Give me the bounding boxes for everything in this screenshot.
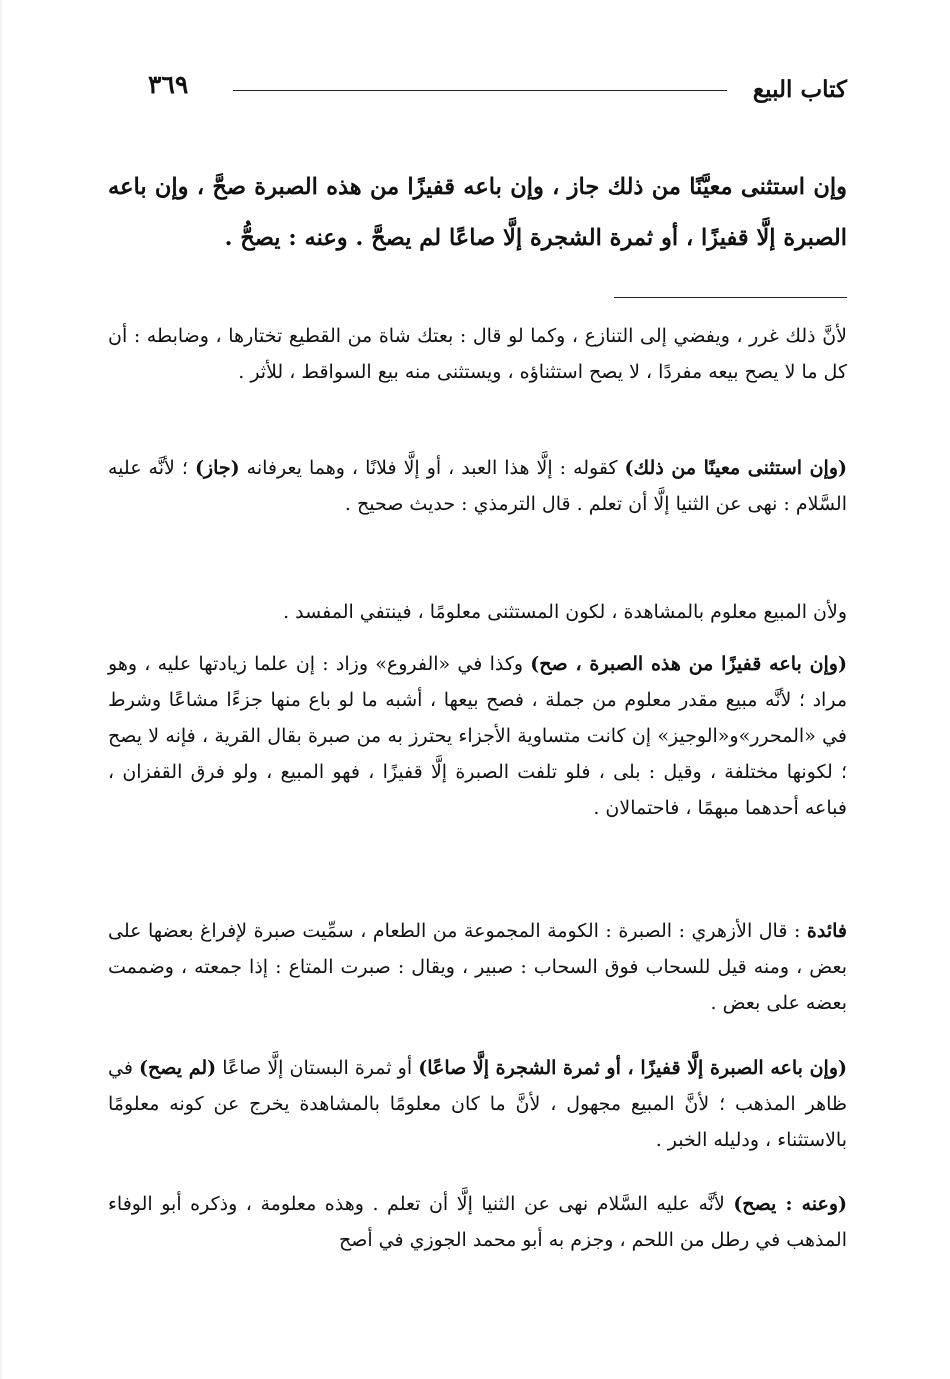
paragraph-text: لأنَّ ذلك غرر ، ويفضي إلى التنازع ، وكما لو قال : بعتك شاة من القطيع تختارها ، وضابطه : أن كل ما لا يصح بيعه مفردًا ، لا يصح استثناؤه ، ويستثنى منه بيع السواقط ، للأثر .: [108, 325, 847, 383]
paragraph-text: في ظاهر المذهب ؛ لأنَّ المبيع مجهول ، لأنَّ ما كان معلومًا بالمشاهدة يخرج عن كونه معلومًا بالاستثناء ، ودليله الخبر .: [108, 1057, 847, 1151]
scan-edge: [0, 0, 2, 1379]
paragraph-text: ؛ لأنَّه عليه السَّلام : نهى عن الثنيا إلَّا أن تعلم . قال الترمذي : حديث صحيح .: [108, 457, 847, 515]
page-number: ٣٦٩: [148, 70, 189, 99]
commentary-paragraph: [108, 913, 847, 1021]
matn-separator-rule: [614, 297, 847, 298]
benefit-label: فائدة: [806, 920, 847, 942]
paragraph-text: وكذا في «الفروع» وزاد : إن علما زيادتها عليه ، وهو مراد ؛ لأنَّه مبيع مقدر معلوم من جملة ، فصح بيعها ، أشبه ما لو باع منها جزءًا مشاعًا وشرط في «المحرر»و«الوجيز» إن كانت متساوية الأجزاء يحترز به من صبرة بقال القرية ، فإنه لا يصح ؛ لكونها مختلفة ، وقيل : بلى ، فلو تلفت الصبرة إلَّا قفيزًا ، فهو المبيع ، ولو فرق القفزان ، فباعه أحدهما مبهمًا ، فاحتمالان .: [108, 653, 847, 819]
commentary-paragraph: [108, 450, 847, 522]
quoted-matn: (جاز): [194, 457, 240, 479]
paragraph-text: أو ثمرة البستان إلَّا صاعًا: [216, 1057, 419, 1079]
book-title: كتاب البيع: [752, 76, 847, 103]
commentary-paragraph: [108, 1186, 847, 1258]
quoted-matn: (وإن باعه الصبرة إلَّا قفيزًا ، أو ثمرة الشجرة إلَّا صاعًا): [418, 1057, 847, 1079]
quoted-matn: (لم يصح): [139, 1057, 217, 1079]
quoted-matn: (وإن استثنى معينًا من ذلك): [624, 457, 847, 479]
commentary-paragraph: [108, 646, 847, 826]
commentary-paragraph: [108, 1050, 847, 1158]
paragraph-text: لأنَّه عليه السَّلام نهى عن الثنيا إلَّا أن تعلم . وهذه معلومة ، وذكره أبو الوفاء المذهب في رطل من اللحم ، وجزم به أبو محمد الجوزي في أصح: [108, 1193, 847, 1251]
paragraph-text: ولأن المبيع معلوم بالمشاهدة ، لكون المستثنى معلومًا ، فينتفي المفسد .: [283, 601, 847, 623]
quoted-matn: (وعنه : يصح): [733, 1193, 847, 1215]
quoted-matn: (وإن باعه قفيزًا من هذه الصبرة ، صح): [530, 653, 847, 675]
commentary-paragraph: [108, 594, 847, 630]
paragraph-text: كقوله : إلَّا هذا العبد ، أو إلَّا فلانًا ، وهما يعرفانه: [239, 457, 625, 479]
page-header: [108, 70, 847, 120]
matn-text: وإن استثنى معيَّنًا من ذلك جاز ، وإن باعه قفيزًا من هذه الصبرة صحَّ ، وإن باعه الصبرة إلَّا قفيزًا ، أو ثمرة الشجرة إلَّا صاعًا لم يصحَّ . وعنه : يصحُّ .: [108, 174, 847, 251]
commentary-paragraph: [108, 318, 847, 390]
header-rule: [233, 90, 727, 91]
paragraph-text: : قال الأزهري : الصبرة : الكومة المجموعة من الطعام ، سمِّيت صبرة لإفراغ بعضها على بعض ، ومنه قيل للسحاب فوق السحاب : صبير ، ويقال : صبرت المتاع : إذا جمعته ، وضممت بعضه على بعض .: [108, 920, 847, 1014]
